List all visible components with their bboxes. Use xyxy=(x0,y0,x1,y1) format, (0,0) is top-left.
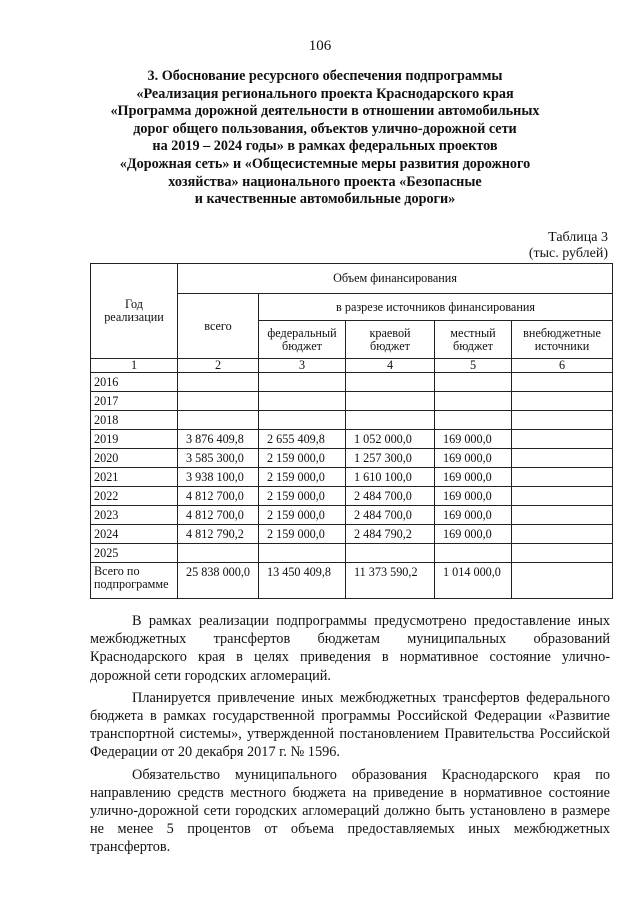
title-line: и качественные автомобильные дороги» xyxy=(194,191,456,208)
column-number: 4 xyxy=(346,359,435,373)
header-total: всего xyxy=(178,294,259,359)
cell-federal xyxy=(259,544,346,563)
cell-local xyxy=(435,411,512,430)
title-line: «Дорожная сеть» и «Общесистемные меры развития дорожного xyxy=(119,155,531,172)
cell-local: 1 014 000,0 xyxy=(435,563,512,599)
title-line: на 2019 – 2024 годы» в рамках федеральных проектов xyxy=(152,138,498,155)
cell-federal: 2 159 000,0 xyxy=(259,449,346,468)
total-label-line: Всего по xyxy=(94,564,140,578)
cell-local xyxy=(435,544,512,563)
cell-regional xyxy=(346,544,435,563)
table-row xyxy=(91,544,613,563)
title-line: «Программа дорожной деятельности в отношении автомобильных xyxy=(110,103,540,120)
cell-extra xyxy=(512,487,613,506)
table-row xyxy=(91,411,613,430)
cell-regional: 1 052 000,0 xyxy=(346,430,435,449)
header-local: местный бюджет xyxy=(435,321,512,359)
cell-extra xyxy=(512,430,613,449)
cell-year: 2016 xyxy=(91,373,178,392)
cell-total: 3 585 300,0 xyxy=(178,449,259,468)
header-year: Год реализации xyxy=(91,264,178,359)
cell-regional: 2 484 700,0 xyxy=(346,506,435,525)
cell-extra xyxy=(512,563,613,599)
cell-total xyxy=(178,544,259,563)
cell-federal: 2 655 409,8 xyxy=(259,430,346,449)
table-row xyxy=(91,392,613,411)
table-units: (тыс. рублей) xyxy=(528,246,608,261)
cell-total xyxy=(178,411,259,430)
cell-total xyxy=(178,392,259,411)
table-row xyxy=(91,373,613,392)
cell-federal: 13 450 409,8 xyxy=(259,563,346,599)
cell-extra xyxy=(512,468,613,487)
cell-extra xyxy=(512,392,613,411)
cell-federal: 2 159 000,0 xyxy=(259,487,346,506)
cell-year: 2020 xyxy=(91,449,178,468)
cell-extra xyxy=(512,449,613,468)
cell-total: 3 938 100,0 xyxy=(178,468,259,487)
cell-local xyxy=(435,392,512,411)
header-by-source: в разрезе источников финансирования xyxy=(259,294,613,321)
table-caption: Таблица 3 xyxy=(548,230,608,245)
cell-total: 25 838 000,0 xyxy=(178,563,259,599)
section-title xyxy=(90,68,560,209)
cell-local: 169 000,0 xyxy=(435,468,512,487)
cell-total-label xyxy=(91,563,178,599)
column-number: 6 xyxy=(512,359,613,373)
paragraph: В рамках реализации подпрограммы предусмотрено предоставление иных межбюджетных трансфертов бюджетам муниципальных образований Краснодарского края в целях приведения в нормативное состояние улично-дорожной сети городских агломераций. xyxy=(90,613,610,684)
cell-extra xyxy=(512,411,613,430)
cell-regional xyxy=(346,392,435,411)
cell-local: 169 000,0 xyxy=(435,506,512,525)
table-row xyxy=(91,449,613,468)
body-text xyxy=(90,612,610,861)
title-line: «Реализация регионального проекта Краснодарского края xyxy=(136,85,514,102)
cell-year: 2025 xyxy=(91,544,178,563)
title-line: дорог общего пользования, объектов улично-дорожной сети xyxy=(133,120,517,137)
cell-local: 169 000,0 xyxy=(435,449,512,468)
paragraph: Планируется привлечение иных межбюджетных трансфертов федерального бюджета в рамках государственной программы Российской Федерации «Развитие транспортной системы», утвержденной постановлением Правительства Российской Федерации от 20 декабря 2017 г. № 1596. xyxy=(90,689,610,761)
cell-local: 169 000,0 xyxy=(435,487,512,506)
cell-federal: 2 159 000,0 xyxy=(259,525,346,544)
cell-regional: 1 257 300,0 xyxy=(346,449,435,468)
column-number: 2 xyxy=(178,359,259,373)
cell-total: 4 812 700,0 xyxy=(178,487,259,506)
table-row xyxy=(91,506,613,525)
table-label xyxy=(529,230,608,262)
cell-year: 2023 xyxy=(91,506,178,525)
title-line: 3. Обоснование ресурсного обеспечения подпрограммы xyxy=(147,68,503,84)
table-row xyxy=(91,525,613,544)
cell-total xyxy=(178,373,259,392)
cell-federal xyxy=(259,392,346,411)
column-number: 5 xyxy=(435,359,512,373)
paragraph: Обязательство муниципального образования Краснодарского края по направлению средств местного бюджета на приведение в нормативное состояние улично-дорожной сети городских агломераций должно быть установлено в размере не менее 5 процентов от объема предоставляемых иных межбюджетных трансфертов. xyxy=(90,766,610,856)
cell-total: 4 812 790,2 xyxy=(178,525,259,544)
column-number: 1 xyxy=(91,359,178,373)
cell-regional: 2 484 700,0 xyxy=(346,487,435,506)
column-number: 3 xyxy=(259,359,346,373)
page-number: 106 xyxy=(308,38,332,54)
cell-year: 2021 xyxy=(91,468,178,487)
table-row xyxy=(91,430,613,449)
header-regional: краевой бюджет xyxy=(346,321,435,359)
header-federal: федеральный бюджет xyxy=(259,321,346,359)
cell-regional xyxy=(346,411,435,430)
cell-regional: 11 373 590,2 xyxy=(346,563,435,599)
cell-local: 169 000,0 xyxy=(435,525,512,544)
table-row xyxy=(91,468,613,487)
cell-year: 2019 xyxy=(91,430,178,449)
total-label-line: подпрограмме xyxy=(94,577,169,591)
cell-extra xyxy=(512,506,613,525)
table-row xyxy=(91,487,613,506)
cell-total: 4 812 700,0 xyxy=(178,506,259,525)
financing-table xyxy=(90,263,613,599)
cell-year: 2017 xyxy=(91,392,178,411)
cell-federal: 2 159 000,0 xyxy=(259,506,346,525)
cell-total: 3 876 409,8 xyxy=(178,430,259,449)
cell-extra xyxy=(512,373,613,392)
cell-local xyxy=(435,373,512,392)
title-line: хозяйства» национального проекта «Безопасные xyxy=(168,173,482,190)
cell-federal: 2 159 000,0 xyxy=(259,468,346,487)
cell-regional: 1 610 100,0 xyxy=(346,468,435,487)
header-extra: внебюджетные источники xyxy=(512,321,613,359)
cell-extra xyxy=(512,544,613,563)
cell-federal xyxy=(259,373,346,392)
cell-year: 2022 xyxy=(91,487,178,506)
cell-local: 169 000,0 xyxy=(435,430,512,449)
cell-federal xyxy=(259,411,346,430)
cell-year: 2018 xyxy=(91,411,178,430)
cell-year: 2024 xyxy=(91,525,178,544)
header-funding: Объем финансирования xyxy=(178,264,613,294)
table-total-row xyxy=(91,563,613,599)
cell-regional: 2 484 790,2 xyxy=(346,525,435,544)
cell-extra xyxy=(512,525,613,544)
cell-regional xyxy=(346,373,435,392)
